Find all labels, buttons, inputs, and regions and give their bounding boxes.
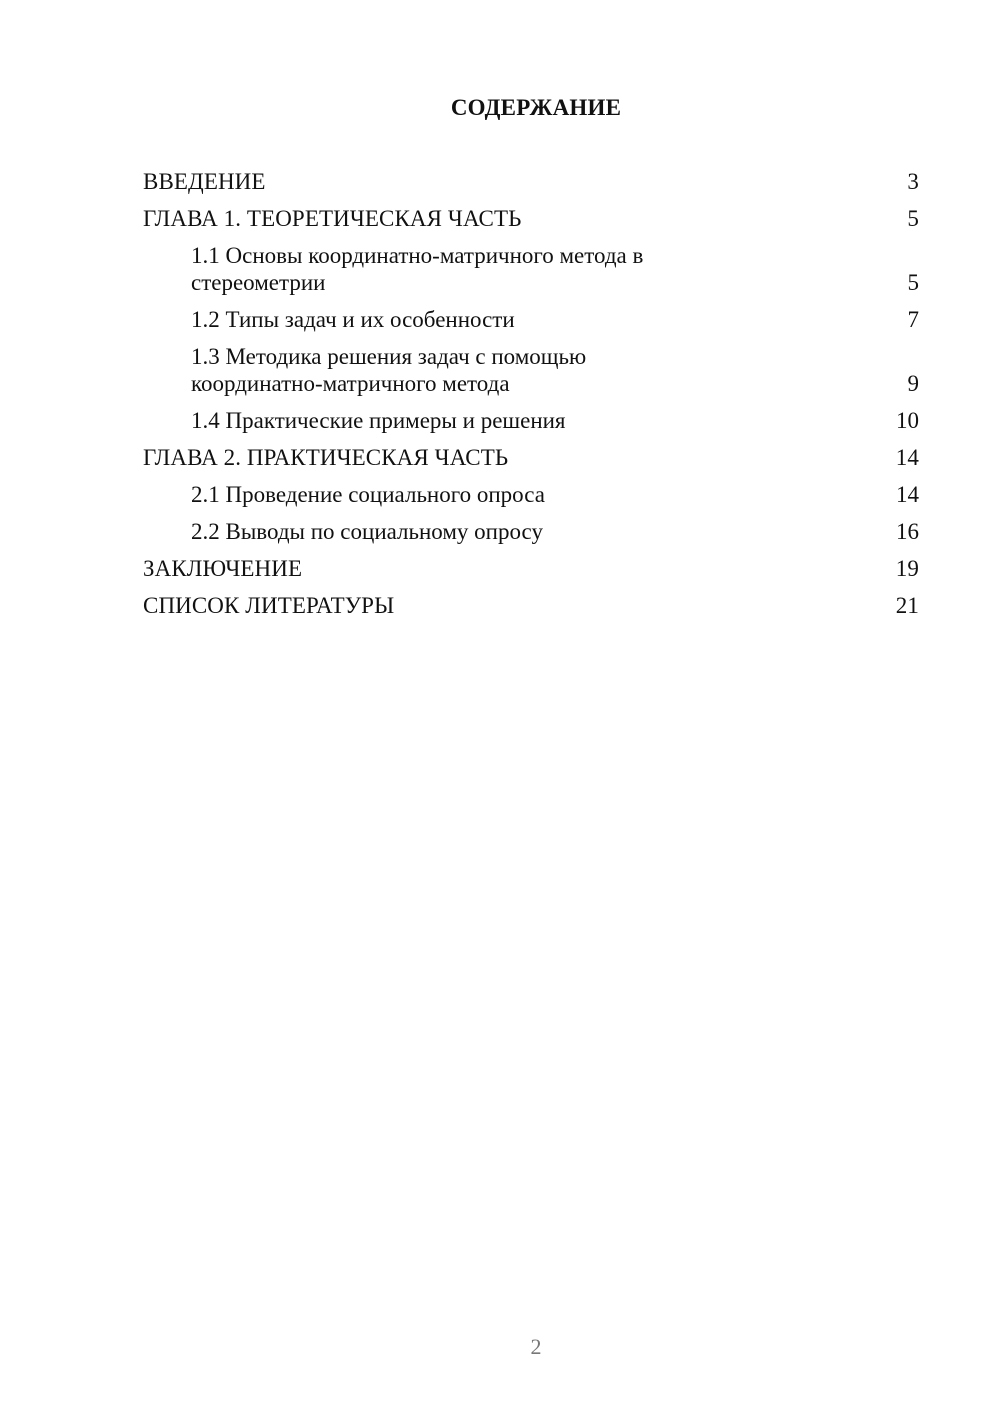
toc-entry-label: ГЛАВА 1. ТЕОРЕТИЧЕСКАЯ ЧАСТЬ xyxy=(143,206,522,231)
toc-entry-introduction xyxy=(143,168,919,195)
toc-entry-section-2-2 xyxy=(143,518,919,545)
toc-entry-page: 14 xyxy=(895,445,919,470)
toc-entry-page: 19 xyxy=(895,556,919,581)
toc-entry-label: 1.2 Типы задач и их особенности xyxy=(191,307,515,332)
toc-entry-section-1-2 xyxy=(143,306,919,333)
toc-entry-bibliography xyxy=(143,592,919,619)
toc-entry-label: 1.4 Практические примеры и решения xyxy=(191,408,566,433)
toc-entry-label: ВВЕДЕНИЕ xyxy=(143,169,266,194)
toc-entry-section-1-4 xyxy=(143,407,919,434)
toc-entry-label: ГЛАВА 2. ПРАКТИЧЕСКАЯ ЧАСТЬ xyxy=(143,445,509,470)
toc-entry-conclusion xyxy=(143,555,919,582)
toc-entry-section-1-1 xyxy=(143,242,919,296)
toc-entry-label: ЗАКЛЮЧЕНИЕ xyxy=(143,556,303,581)
toc-entry-chapter-1 xyxy=(143,205,919,232)
toc-entry-section-1-3 xyxy=(143,343,919,397)
toc-entry-page: 14 xyxy=(896,482,919,507)
toc-entry-page: 9 xyxy=(907,371,919,396)
toc-entry-page: 7 xyxy=(907,307,919,332)
table-of-contents xyxy=(143,168,919,629)
page-number: 2 xyxy=(530,1334,542,1359)
toc-entry-label: 2.1 Проведение социального опроса xyxy=(191,482,545,507)
toc-entry-page: 3 xyxy=(907,169,919,194)
toc-entry-label: 1.1 Основы координатно-матричного метода в стереометрии xyxy=(191,243,644,295)
toc-entry-chapter-2 xyxy=(143,444,919,471)
page-title: СОДЕРЖАНИЕ xyxy=(450,95,622,120)
toc-entry-page: 21 xyxy=(895,593,919,618)
toc-entry-label: СПИСОК ЛИТЕРАТУРЫ xyxy=(143,593,395,618)
toc-entry-label: 2.2 Выводы по социальному опросу xyxy=(191,519,543,544)
toc-entry-page: 5 xyxy=(907,270,919,295)
toc-entry-page: 5 xyxy=(907,206,919,231)
toc-entry-label: 1.3 Методика решения задач с помощью координатно-матричного метода xyxy=(191,344,587,396)
toc-entry-page: 10 xyxy=(896,408,919,433)
toc-entry-page: 16 xyxy=(896,519,919,544)
toc-entry-section-2-1 xyxy=(143,481,919,508)
